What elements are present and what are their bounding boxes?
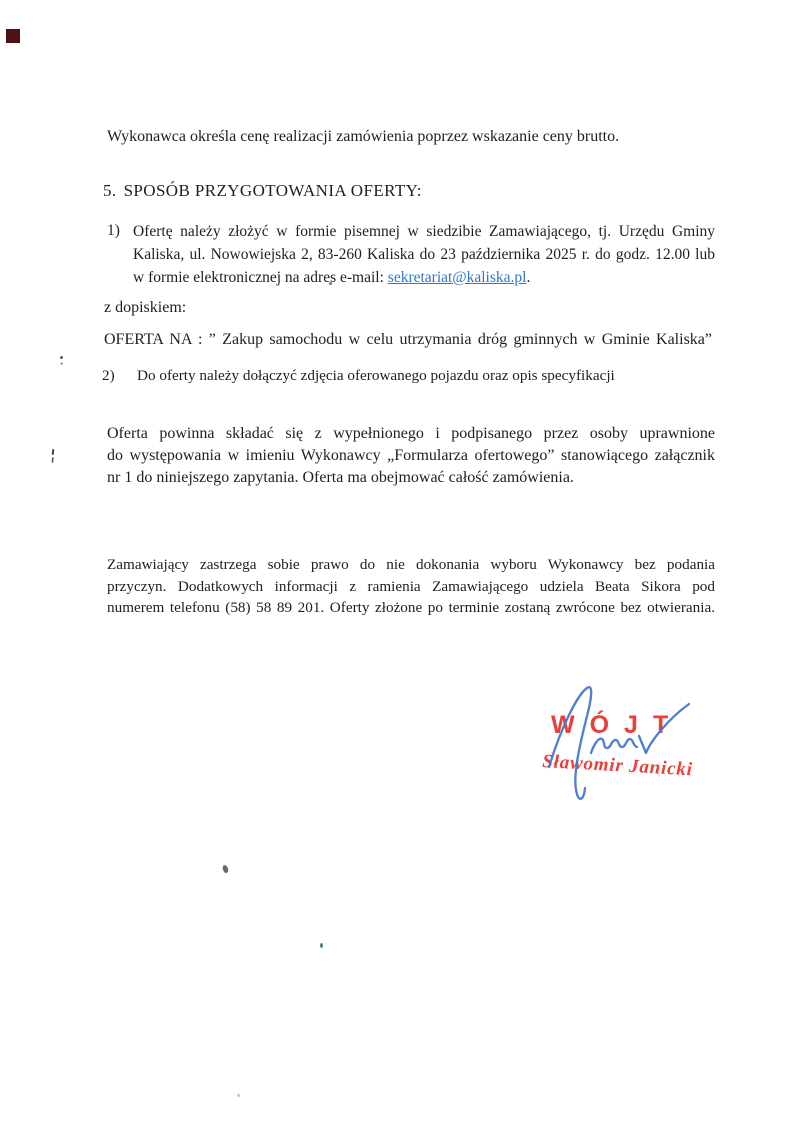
list-item-1	[133, 220, 715, 289]
offer-title-line: OFERTA NA : ” Zakup samochodu w celu utrzymania dróg gminnych w Gminie Kaliska”	[104, 331, 712, 348]
pen-stroke-squiggle	[591, 739, 637, 753]
reservation-line-1: Zamawiający zastrzega sobie prawo do nie dokonania wyboru Wykonawcy bez podania	[107, 556, 715, 573]
reservation-paragraph	[107, 554, 715, 619]
scan-artifact-speck	[320, 943, 323, 948]
list-item-2-number: 2)	[102, 367, 115, 384]
list-item-1-number: 1)	[107, 222, 120, 239]
email-link[interactable]: sekretariat@kaliska.pl	[387, 269, 527, 286]
stamp-title: WÓJT	[551, 711, 684, 739]
section-heading	[103, 181, 422, 201]
email-line-prefix: w formie elektronicznej na adres e-mail:	[133, 269, 388, 286]
list-item-2-text: Do oferty należy dołączyć zdjęcia oferowanego pojazdu oraz opis specyfikacji	[137, 367, 615, 384]
scan-artifact-blob	[222, 864, 229, 873]
offer-form-paragraph	[107, 423, 715, 489]
pen-stroke-flick	[639, 704, 689, 753]
offer-form-line-1: Oferta powinna składać się z wypełnionego i podpisanego przez osoby uprawnione	[107, 425, 715, 442]
scan-artifact-faint-speck	[237, 1094, 240, 1097]
intro-paragraph: Wykonawca określa cenę realizacji zamówienia poprzez wskazanie ceny brutto.	[107, 128, 620, 145]
offer-form-line-2: do występowania w imieniu Wykonawcy „Formularza ofertowego” stanowiącego załącznik	[107, 447, 715, 464]
pen-signature	[530, 660, 710, 820]
list-item-1-line-1: Ofertę należy złożyć w formie pisemnej w siedzibie Zamawiającego, tj. Urzędu Gminy	[133, 223, 715, 240]
section-title: SPOSÓB PRZYGOTOWANIA OFERTY:	[123, 181, 422, 200]
list-item-1-line-2: Kaliska, ul. Nowowiejska 2, 83-260 Kaliska do 23 października 2025 r. do godz. 12.00 lub	[133, 246, 715, 263]
offer-form-line-3: nr 1 do niniejszego zapytania. Oferta ma obejmować całość zamówienia.	[107, 469, 574, 486]
section-number: 5.	[103, 181, 117, 200]
email-line-suffix: .	[526, 269, 531, 286]
stamp-name: Sławomir Janicki	[541, 750, 694, 781]
note-label: z dopiskiem:	[104, 299, 187, 316]
scan-artifact-corner	[6, 29, 20, 43]
list-item-1-line-3	[133, 266, 715, 289]
reservation-line-3: numerem telefonu (58) 58 89 201. Oferty złożone po terminie zostaną zwrócone bez otwierania.	[107, 599, 715, 616]
pen-stroke-loop	[549, 687, 591, 799]
scan-artifact-mark	[60, 356, 63, 359]
scan-artifact-tick	[52, 449, 55, 455]
reservation-line-2: przyczyn. Dodatkowych informacji z ramienia Zamawiającego udziela Beata Sikora pod	[107, 577, 715, 595]
